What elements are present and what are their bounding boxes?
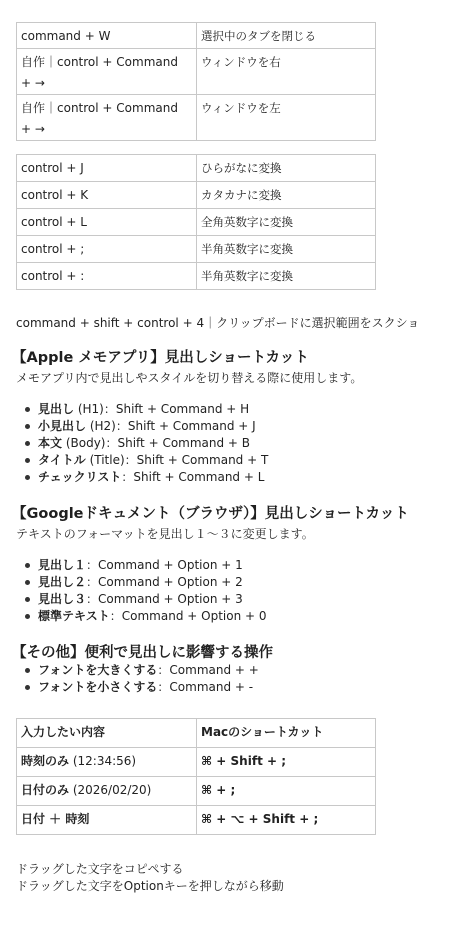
item-label: 見出し２ bbox=[38, 575, 87, 589]
cell-detail: (2026/02/20) bbox=[69, 783, 152, 797]
list-item bbox=[38, 557, 267, 574]
google-docs-description: テキストのフォーマットを見出し１〜３に変更します。 bbox=[16, 527, 314, 541]
table-row bbox=[17, 23, 376, 49]
table-row bbox=[17, 236, 376, 263]
list-item bbox=[38, 679, 259, 696]
list-item bbox=[38, 401, 268, 418]
cell-label: 時刻のみ bbox=[21, 754, 70, 768]
shortcut-desc-cell: ウィンドウを左 bbox=[197, 95, 376, 141]
item-shortcut: ：Command + - bbox=[157, 680, 254, 694]
item-shortcut: ：Command + + bbox=[157, 663, 259, 677]
item-shortcut: (Body)：Shift + Command + B bbox=[62, 436, 251, 450]
item-shortcut: (H1)：Shift + Command + H bbox=[74, 402, 250, 416]
shortcut-desc-cell: 選択中のタブを閉じる bbox=[197, 23, 376, 49]
item-label: 見出し３ bbox=[38, 592, 87, 606]
table-row bbox=[17, 777, 376, 806]
item-label: 標準テキスト bbox=[38, 609, 110, 623]
list-item bbox=[38, 591, 267, 608]
date-time-shortcut-table bbox=[16, 718, 376, 835]
item-label: 小見出し bbox=[38, 419, 87, 433]
other-shortcut-list bbox=[0, 662, 259, 696]
shortcut-desc-cell: 半角英数字に変換 bbox=[197, 236, 376, 263]
table-header-row bbox=[17, 719, 376, 748]
shortcut-desc-cell: カタカナに変換 bbox=[197, 182, 376, 209]
list-item bbox=[38, 469, 268, 486]
shortcut-key-cell: control + K bbox=[17, 182, 197, 209]
list-item bbox=[38, 452, 268, 469]
shortcut-cell: ⌘ + Shift + ; bbox=[197, 748, 376, 777]
shortcut-key-cell: command + W bbox=[17, 23, 197, 49]
shortcut-key-cell: 自作｜control + Command + → bbox=[17, 49, 197, 95]
shortcut-key-cell: control + : bbox=[17, 263, 197, 290]
item-label: タイトル bbox=[38, 453, 86, 467]
shortcut-cell: ⌘ + ⌥ + Shift + ; bbox=[197, 806, 376, 835]
item-label: 見出し bbox=[38, 402, 75, 416]
apple-shortcut-list bbox=[0, 401, 268, 486]
shortcut-key-cell: 自作｜control + Command + → bbox=[17, 95, 197, 141]
table-row bbox=[17, 155, 376, 182]
shortcut-desc-cell: ウィンドウを右 bbox=[197, 49, 376, 95]
screenshot-shortcut-text: command + shift + control + 4｜クリップボードに選択範囲をスクショ bbox=[16, 316, 420, 330]
item-shortcut: ：Shift + Command + L bbox=[121, 470, 265, 484]
list-item bbox=[38, 418, 268, 435]
table-row bbox=[17, 209, 376, 236]
item-label: 本文 bbox=[38, 436, 63, 450]
cell-label: 日付 ＋ 時刻 bbox=[21, 812, 90, 826]
content-cell bbox=[17, 748, 197, 777]
column-header: 入力したい内容 bbox=[17, 719, 197, 748]
google-shortcut-list bbox=[0, 557, 267, 625]
list-item bbox=[38, 608, 267, 625]
cell-label: 日付のみ bbox=[21, 783, 70, 797]
shortcut-desc-cell: 半角英数字に変換 bbox=[197, 263, 376, 290]
shortcut-cell: ⌘ + ; bbox=[197, 777, 376, 806]
shortcut-table-ime bbox=[16, 154, 376, 290]
table-row bbox=[17, 263, 376, 290]
item-shortcut: ：Command + Option + 3 bbox=[86, 592, 243, 606]
shortcut-desc-cell: ひらがなに変換 bbox=[197, 155, 376, 182]
cell-detail: (12:34:56) bbox=[69, 754, 137, 768]
shortcut-desc-cell: 全角英数字に変換 bbox=[197, 209, 376, 236]
list-item bbox=[38, 574, 267, 591]
item-shortcut: (Title)：Shift + Command + T bbox=[85, 453, 269, 467]
list-item bbox=[38, 662, 259, 679]
item-shortcut: ：Command + Option + 2 bbox=[86, 575, 243, 589]
item-shortcut: (H2)：Shift + Command + J bbox=[86, 419, 256, 433]
shortcut-key-cell: control + J bbox=[17, 155, 197, 182]
item-label: フォントを大きくする bbox=[38, 663, 158, 677]
column-header: Macのショートカット bbox=[197, 719, 376, 748]
apple-notes-heading: 【Apple メモアプリ】見出しショートカット bbox=[12, 350, 309, 366]
item-label: チェックリスト bbox=[38, 470, 122, 484]
table-row bbox=[17, 806, 376, 835]
footer-copy-paste-note: ドラッグした文字をコピペする bbox=[16, 862, 184, 876]
content-cell bbox=[17, 777, 197, 806]
list-item bbox=[38, 435, 268, 452]
other-operations-heading: 【その他】便利で見出しに影響する操作 bbox=[12, 645, 273, 661]
apple-notes-description: メモアプリ内で見出しやスタイルを切り替える際に使用します。 bbox=[16, 371, 363, 385]
table-row bbox=[17, 748, 376, 777]
item-label: フォントを小さくする bbox=[38, 680, 158, 694]
shortcut-table-window bbox=[16, 22, 376, 141]
item-label: 見出し１ bbox=[38, 558, 87, 572]
footer-move-note: ドラッグした文字をOptionキーを押しながら移動 bbox=[16, 879, 284, 893]
shortcut-key-cell: control + L bbox=[17, 209, 197, 236]
shortcut-key-cell: control + ; bbox=[17, 236, 197, 263]
item-shortcut: ：Command + Option + 1 bbox=[86, 558, 243, 572]
table-row bbox=[17, 95, 376, 141]
content-cell bbox=[17, 806, 197, 835]
table-row bbox=[17, 182, 376, 209]
table-row bbox=[17, 49, 376, 95]
item-shortcut: ：Command + Option + 0 bbox=[109, 609, 267, 623]
google-docs-heading: 【Googleドキュメント（ブラウザ）】見出しショートカット bbox=[12, 506, 409, 522]
